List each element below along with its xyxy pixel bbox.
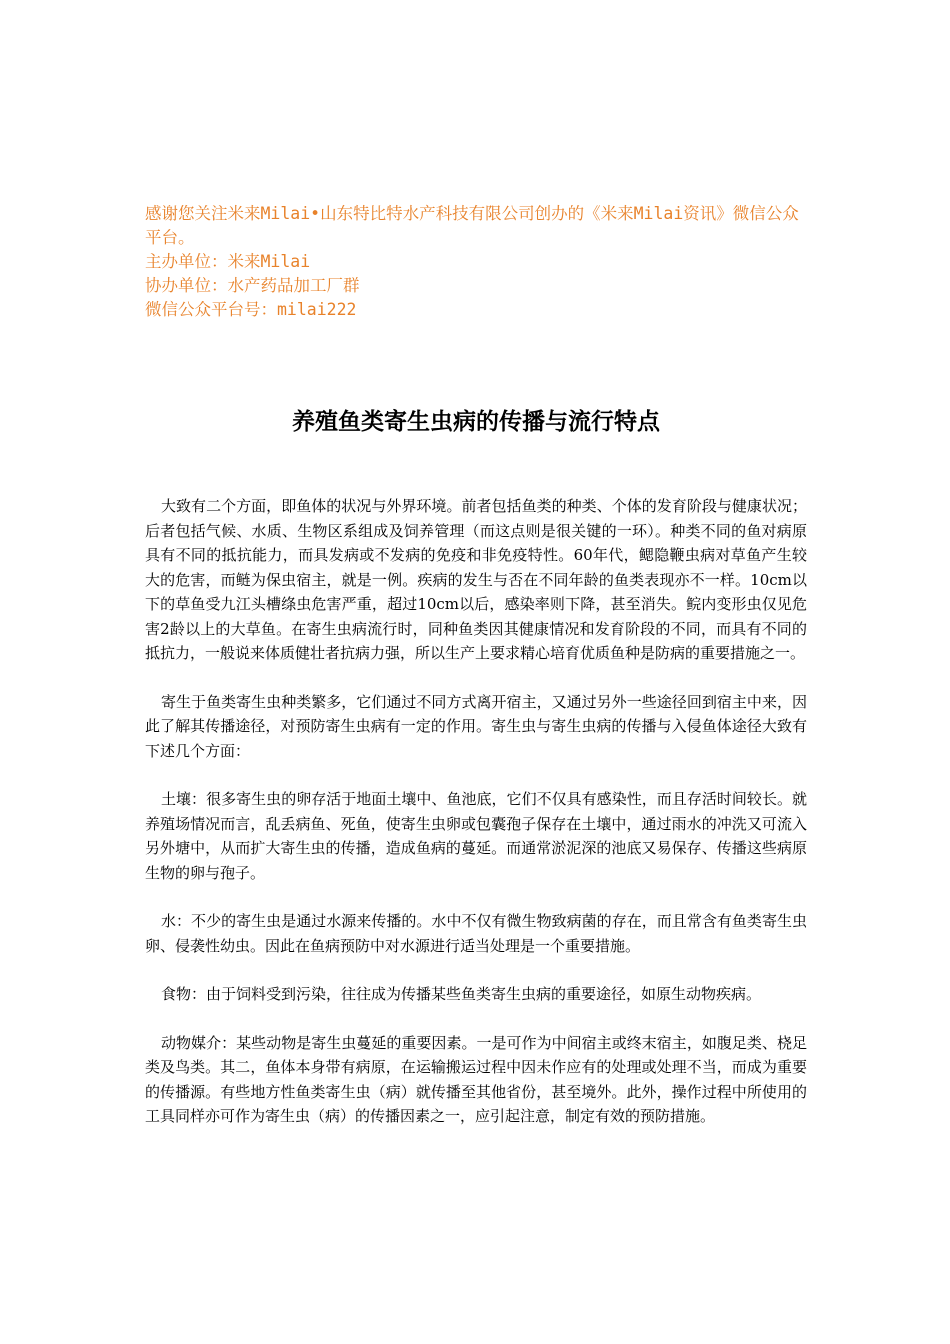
header-wechat-id-line: 微信公众平台号：milai222: [145, 300, 357, 319]
article-title: 养殖鱼类寄生虫病的传播与流行特点: [292, 408, 660, 435]
paragraph-transmission-intro: 寄生于鱼类寄生虫种类繁多，它们通过不同方式离开宿主，又通过另外一些途径回到宿主中来，因此了解其传播途径，对预防寄生虫病有一定的作用。寄生虫与寄生虫病的传播与入侵鱼体途径大致有下述几个方面：: [145, 692, 807, 760]
article-body: [145, 494, 807, 1153]
paragraph-overview: 大致有二个方面，即鱼体的状况与外界环境。前者包括鱼类的种类、个体的发育阶段与健康状况；后者包括气候、水质、生物区系组成及饲养管理（而这点则是很关键的一环）。种类不同的鱼对病原具有不同的抵抗能力，而具发病或不发病的免疫和非免疫特性。60年代，鳃隐鞭虫病对草鱼产生较大的危害，而鲢为保虫宿主，就是一例。疾病的发生与否在不同年龄的鱼类表现亦不一样。10cm以下的草鱼受九江头槽绦虫危害严重，超过10cm以后，感染率则下降，甚至消失。鲩内变形虫仅见危害2龄以上的大草鱼。在寄生虫病流行时，同种鱼类因其健康情况和发育阶段的不同，而具有不同的抵抗力，一般说来体质健壮者抗病力强，所以生产上要求精心培育优质鱼种是防病的重要措施之一。: [145, 497, 807, 662]
paragraph-water: 水：不少的寄生虫是通过水源来传播的。水中不仅有微生物致病菌的存在，而且常含有鱼类寄生虫卵、侵袭性幼虫。因此在鱼病预防中对水源进行适当处理是一个重要措施。: [145, 912, 807, 955]
header-coorganizer-line: 协办单位：水产药品加工厂群: [145, 276, 360, 295]
publisher-header: [145, 202, 815, 322]
paragraph-food: 食物：由于饲料受到污染，往往成为传播某些鱼类寄生虫病的重要途径，如原生动物疾病。: [161, 985, 762, 1003]
paragraph-soil: 土壤：很多寄生虫的卵存活于地面土壤中、鱼池底，它们不仅具有感染性，而且存活时间较长。就养殖场情况而言，乱丢病鱼、死鱼，使寄生虫卵或包囊孢子保存在土壤中，通过雨水的冲洗又可流入另外塘中，从而扩大寄生虫的传播，造成鱼病的蔓延。而通常淤泥深的池底又易保存、传播这些病原生物的卵与孢子。: [145, 790, 807, 882]
paragraph-animal-vectors: 动物媒介：某些动物是寄生虫蔓延的重要因素。一是可作为中间宿主或终末宿主，如腹足类、桡足类及鸟类。其二，鱼体本身带有病原，在运输搬运过程中因未作应有的处理或处理不当，而成为重要的传播源。有些地方性鱼类寄生虫（病）就传播至其他省份，甚至境外。此外，操作过程中所使用的工具同样亦可作为寄生虫（病）的传播因素之一，应引起注意，制定有效的预防措施。: [145, 1033, 807, 1125]
header-host-line: 主办单位：米来Milai: [145, 252, 311, 271]
header-thanks-line: 感谢您关注米来Milai•山东特比特水产科技有限公司创办的《米来Milai资讯》微信公众平台。: [145, 204, 799, 247]
